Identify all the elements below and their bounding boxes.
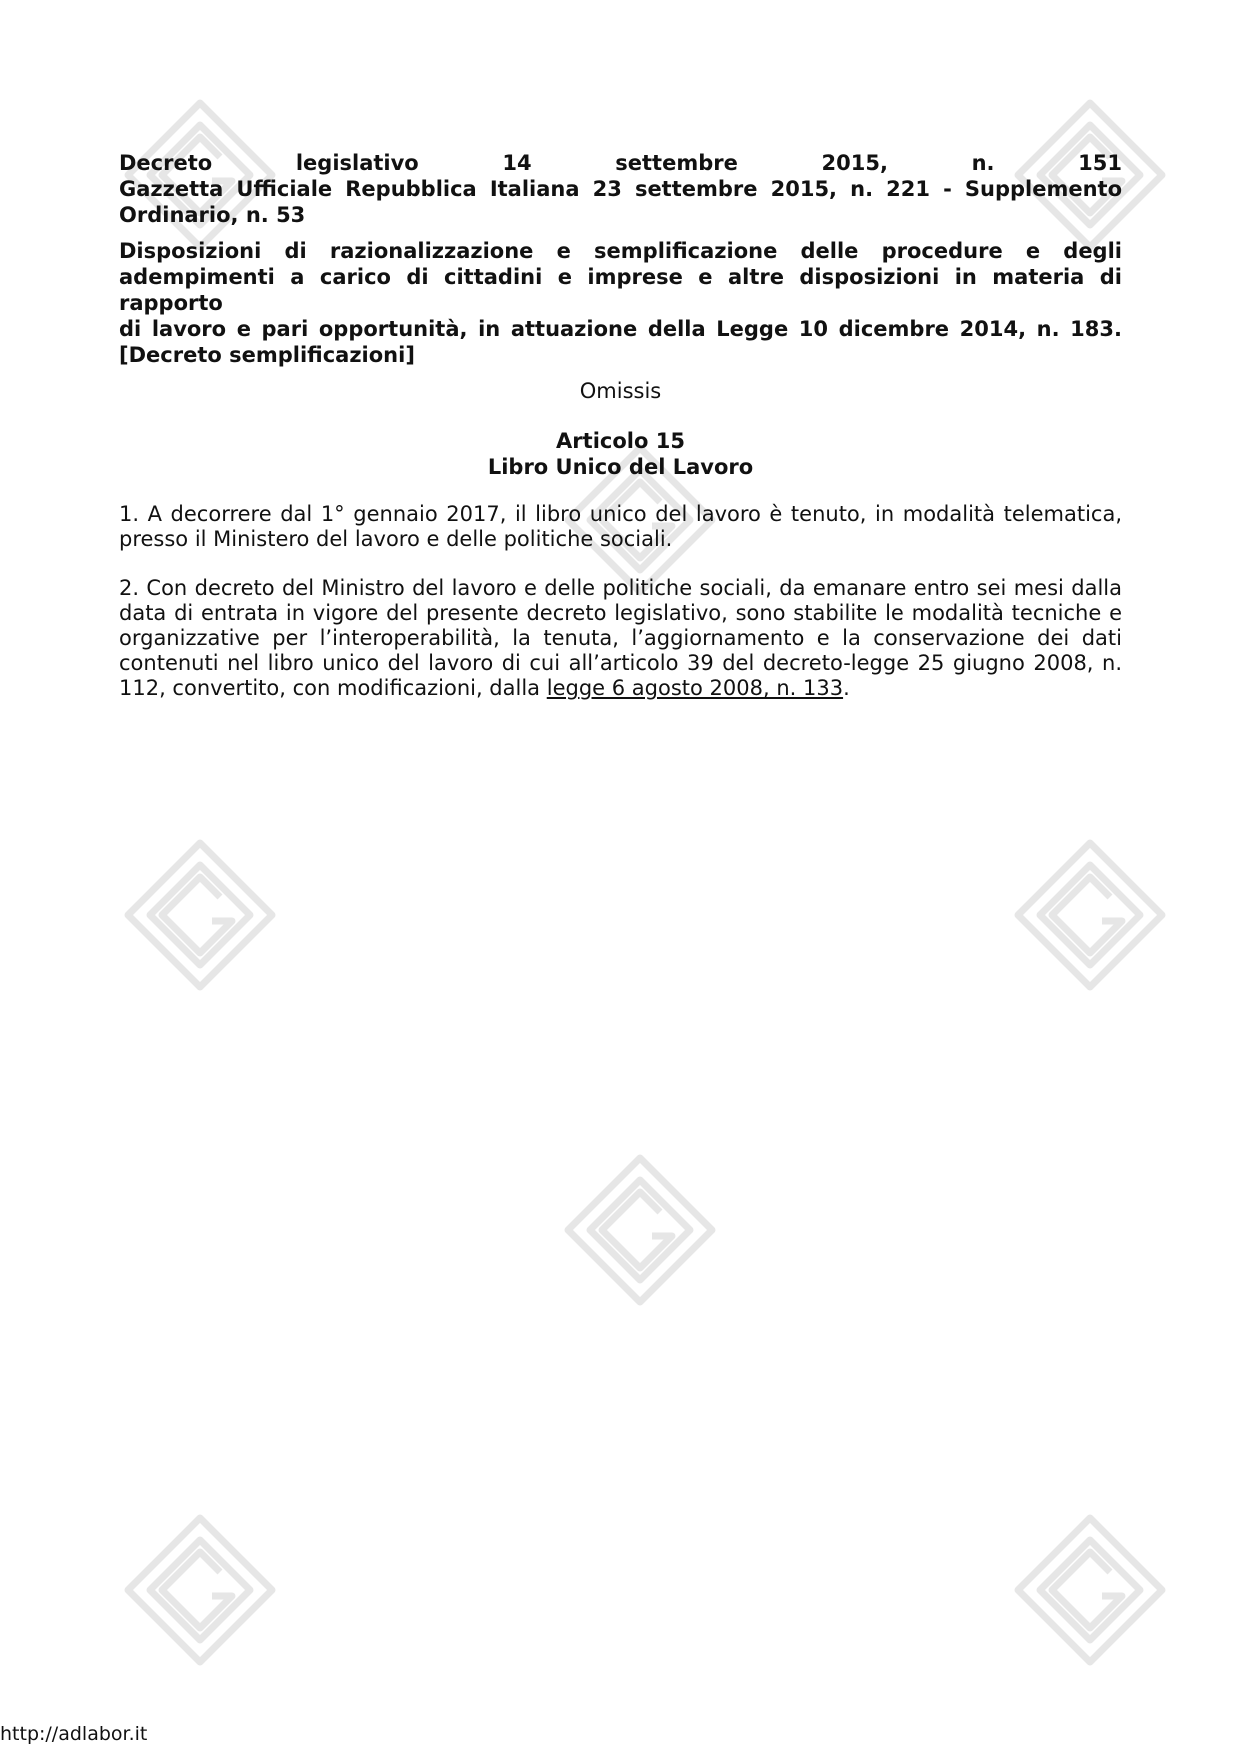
watermark-logo-icon	[120, 1510, 280, 1670]
document-title	[119, 238, 1122, 368]
watermark-logo-icon	[560, 1150, 720, 1310]
article-paragraph-2	[119, 576, 1122, 701]
paragraph-line: presso il Ministero del lavoro e delle politiche sociali.	[119, 527, 673, 551]
header-decree-line: Decreto legislativo 14 settembre 2015, n. 151	[119, 151, 1122, 175]
paragraph-line: contenuti nel libro unico del lavoro di cui all’articolo 39 del decreto-legge 25 giugno 2008, n.	[119, 651, 1122, 675]
article-title: Libro Unico del Lavoro	[487, 455, 754, 479]
document-header	[119, 150, 1122, 228]
header-supplement-line: Ordinario, n. 53	[119, 203, 306, 227]
watermark-logo-icon	[1010, 835, 1170, 995]
law-reference-link[interactable]: legge 6 agosto 2008, n. 133	[546, 676, 844, 700]
title-line: Disposizioni di razionalizzazione e semplificazione delle procedure e degli	[119, 239, 1122, 263]
article-paragraph-1	[119, 502, 1122, 552]
watermark-logo-icon	[120, 835, 280, 995]
paragraph-line: organizzative per l’interoperabilità, la tenuta, l’aggiornamento e la conservazione dei dati	[119, 626, 1122, 650]
omissis-label: Omissis	[579, 379, 662, 403]
paragraph-line: 1. A decorrere dal 1° gennaio 2017, il libro unico del lavoro è tenuto, in modalità telematica,	[119, 502, 1122, 526]
title-line: [Decreto semplificazioni]	[119, 343, 415, 367]
paragraph-line: 2. Con decreto del Ministro del lavoro e delle politiche sociali, da emanare entro sei mesi dalla	[119, 576, 1122, 600]
footer-source-url[interactable]: http://adlabor.it	[0, 1723, 148, 1745]
paragraph-text: 112, convertito, con modificazioni, dalla	[119, 676, 547, 700]
document-body	[119, 150, 1122, 701]
title-line: di lavoro e pari opportunità, in attuazione della Legge 10 dicembre 2014, n. 183.	[119, 317, 1122, 341]
article-heading	[119, 428, 1122, 480]
article-number: Articolo 15	[556, 429, 685, 453]
paragraph-line: data di entrata in vigore del presente decreto legislativo, sono stabilite le modalità tecniche e	[119, 601, 1122, 625]
paragraph-line	[119, 676, 1122, 701]
watermark-logo-icon	[1010, 1510, 1170, 1670]
title-line: adempimenti a carico di cittadini e imprese e altre disposizioni in materia di rapporto	[119, 265, 1122, 315]
paragraph-text: .	[843, 676, 850, 700]
header-gazette-line: Gazzetta Ufficiale Repubblica Italiana 23 settembre 2015, n. 221 - Supplemento	[119, 177, 1122, 201]
